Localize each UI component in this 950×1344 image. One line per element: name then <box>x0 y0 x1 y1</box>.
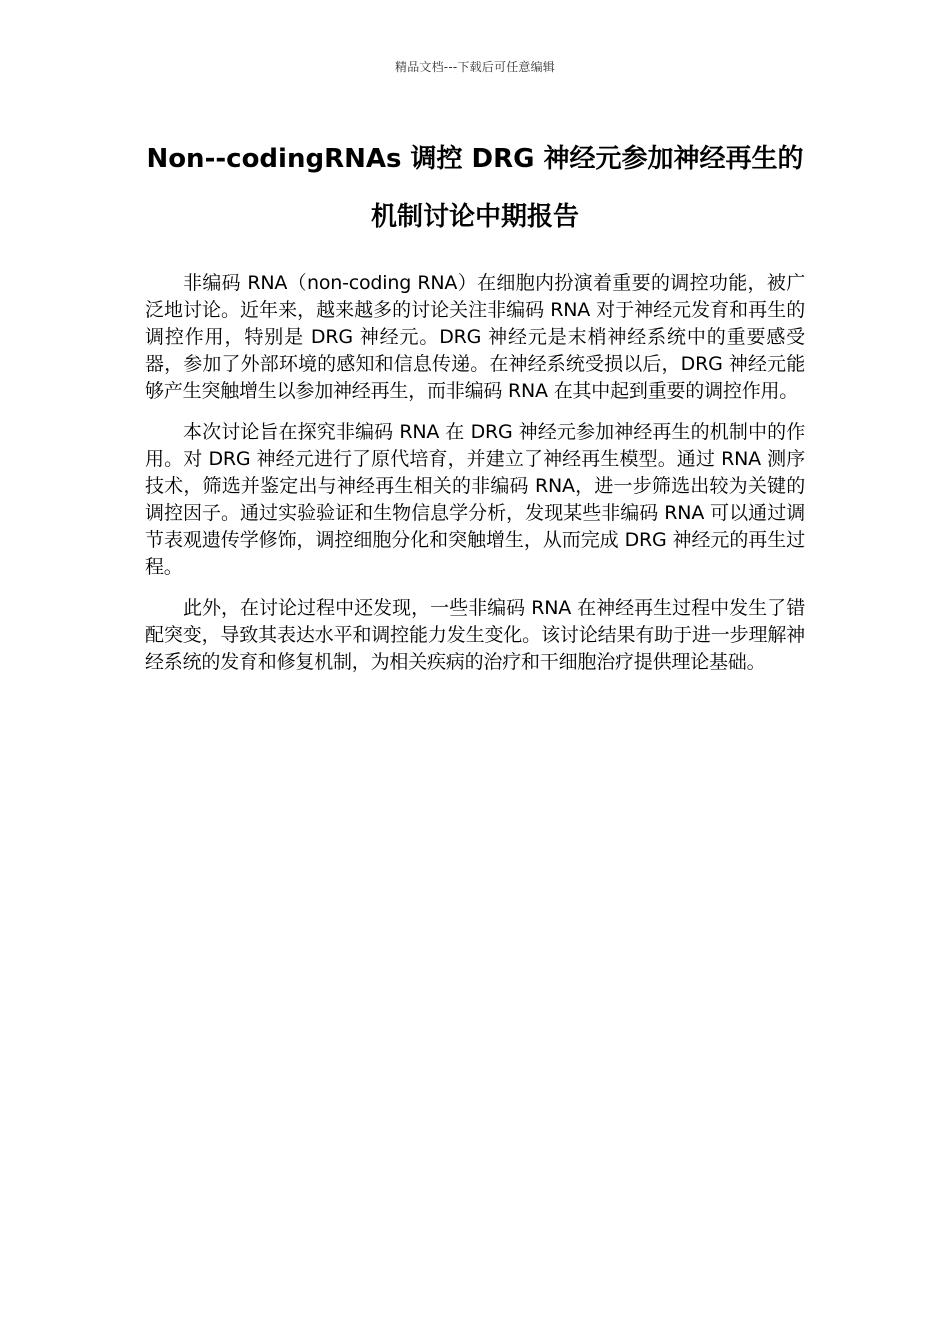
paragraph-2: 本次讨论旨在探究非编码 RNA 在 DRG 神经元参加神经再生的机制中的作用。对 DRG 神经元进行了原代培育，并建立了神经再生模型。通过 RNA 测序技术，筛选并鉴定出与神经再生相关的非编码 RNA，进一步筛选出较为关键的调控因子。通过实验验证和生物信息学分析，发现某些非编码 RNA 可以通过调节表观遗传学修饰，调控细胞分化和突触增生，从而完成 DRG 神经元的再生过程。 <box>145 421 805 578</box>
document-title-line-2: 机制讨论中期报告 <box>370 202 579 232</box>
paragraph-3: 此外，在讨论过程中还发现，一些非编码 RNA 在神经再生过程中发生了错配突变，导致其表达水平和调控能力发生变化。该讨论结果有助于进一步理解神经系统的发育和修复机制，为相关疾病的治疗和干细胞治疗提供理论基础。 <box>145 597 805 673</box>
paragraph-1: 非编码 RNA（non-coding RNA）在细胞内扮演着重要的调控功能，被广泛地讨论。近年来，越来越多的讨论关注非编码 RNA 对于神经元发育和再生的调控作用，特别是 DRG 神经元。DRG 神经元是末梢神经系统中的重要感受器，参加了外部环境的感知和信息传递。在神经系统受损以后，DRG 神经元能够产生突触增生以参加神经再生，而非编码 RNA 在其中起到重要的调控作用。 <box>145 272 805 402</box>
document-body <box>145 270 805 690</box>
document-title-line-1: Non--codingRNAs 调控 DRG 神经元参加神经再生的 <box>146 144 804 174</box>
header-note: 精品文档---下载后可任意编辑 <box>395 60 555 74</box>
